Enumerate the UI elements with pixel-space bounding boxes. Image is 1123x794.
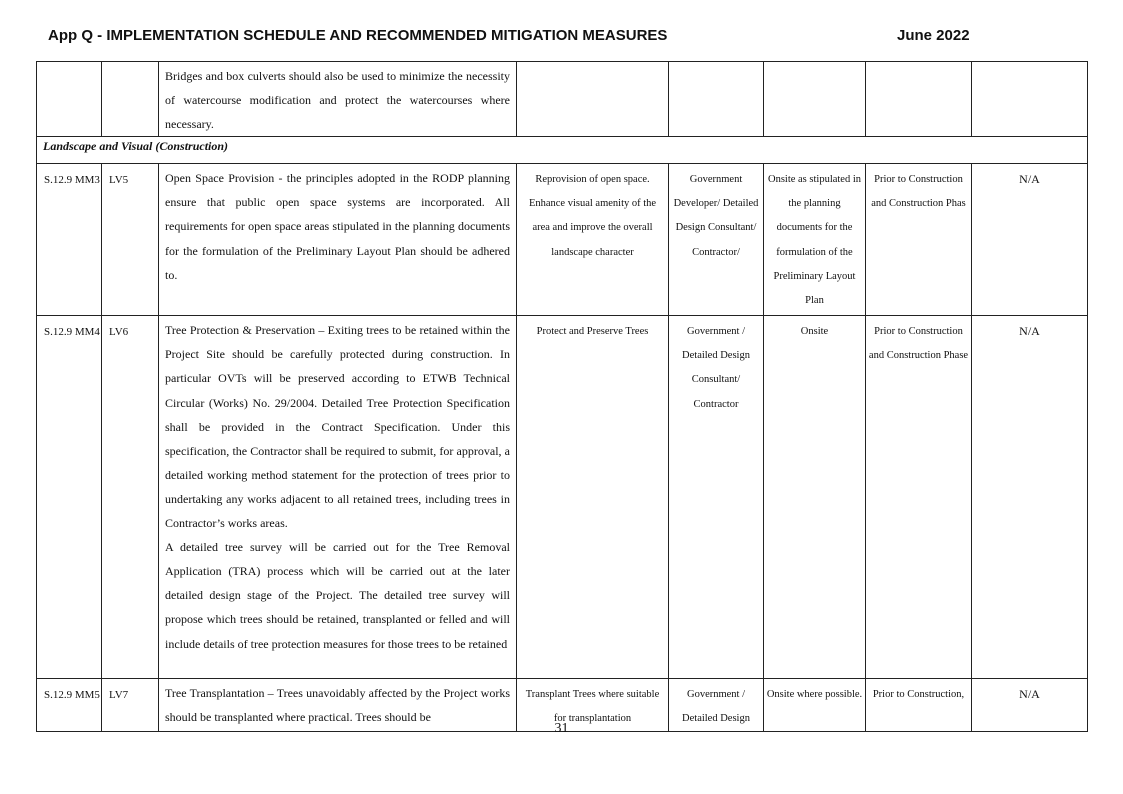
table-row xyxy=(37,316,1088,679)
requirements-cell: N/A xyxy=(972,164,1088,316)
code-cell: LV5 xyxy=(102,164,159,316)
description-paragraph: A detailed tree survey will be carried out for the Tree Removal Application (TRA) process which will be carried out at the later detailed design stage of the Project. The detailed tree survey will propose which trees should be retained, transplanted or felled and will include details of tree protection measures for those trees to be retained xyxy=(165,540,510,651)
code-cell: LV7 xyxy=(102,679,159,732)
objectives-cell xyxy=(517,62,669,137)
ref-cell xyxy=(37,62,102,137)
description-paragraph: Tree Protection & Preservation – Exiting trees to be retained within the Project Site should be carefully protected during construction. In particular OVTs will be preserved according to ETWB Technical Circular (Works) No. 29/2004. Detailed Tree Protection Specification shall be provided in the Contract Specification. Under this specification, the Contractor shall be required to submit, for approval, a detailed working method statement for the protection of trees prior to undertaking any works adjacent to all retained trees, including trees in Contractor’s works areas. xyxy=(165,323,510,531)
when-cell xyxy=(866,62,972,137)
table-row xyxy=(37,164,1088,316)
who-cell: Government Developer/ Detailed Design Consultant/ Contractor/ xyxy=(669,164,764,316)
description-cell: Open Space Provision - the principles adopted in the RODP planning ensure that public open space systems are incorporated. All requirements for open space areas stipulated in the planning documents for the formulation of the Preliminary Layout Plan should be adhered to. xyxy=(159,164,517,316)
objectives-cell: Protect and Preserve Trees xyxy=(517,316,669,679)
page-number: 31 xyxy=(554,721,569,736)
requirements-cell: N/A xyxy=(972,679,1088,732)
section-heading: Landscape and Visual (Construction) xyxy=(37,137,1088,164)
requirements-cell xyxy=(972,62,1088,137)
location-cell: Onsite as stipulated in the planning documents for the formulation of the Preliminary Layout Plan xyxy=(764,164,866,316)
mitigation-schedule-table xyxy=(36,61,1088,732)
ref-cell: S.12.9 MM5 xyxy=(37,679,102,732)
ref-cell: S.12.9 MM4 xyxy=(37,316,102,679)
description-cell xyxy=(159,316,517,679)
document-header-title: App Q - IMPLEMENTATION SCHEDULE AND RECOMMENDED MITIGATION MEASURES xyxy=(48,27,668,44)
document-header-date: June 2022 xyxy=(897,27,970,44)
when-cell: Prior to Construction and Construction Phase xyxy=(866,316,972,679)
when-cell: Prior to Construction, xyxy=(866,679,972,732)
section-heading-row xyxy=(37,137,1088,164)
code-cell: LV6 xyxy=(102,316,159,679)
who-cell xyxy=(669,62,764,137)
requirements-cell: N/A xyxy=(972,316,1088,679)
location-cell xyxy=(764,62,866,137)
location-cell: Onsite xyxy=(764,316,866,679)
objectives-cell: Transplant Trees where suitable for transplantation xyxy=(517,679,669,732)
when-cell: Prior to Construction and Construction Phas xyxy=(866,164,972,316)
location-cell: Onsite where possible. xyxy=(764,679,866,732)
ref-cell: S.12.9 MM3 xyxy=(37,164,102,316)
objectives-cell: Reprovision of open space. Enhance visual amenity of the area and improve the overall landscape character xyxy=(517,164,669,316)
table-row-continuation xyxy=(37,62,1088,137)
description-cell: Bridges and box culverts should also be used to minimize the necessity of watercourse modification and protect the watercourses where necessary. xyxy=(159,62,517,137)
code-cell xyxy=(102,62,159,137)
who-cell: Government / Detailed Design Consultant/ Contractor xyxy=(669,316,764,679)
description-cell: Tree Transplantation – Trees unavoidably affected by the Project works should be transplanted where practical. Trees should be xyxy=(159,679,517,732)
who-cell: Government / Detailed Design xyxy=(669,679,764,732)
